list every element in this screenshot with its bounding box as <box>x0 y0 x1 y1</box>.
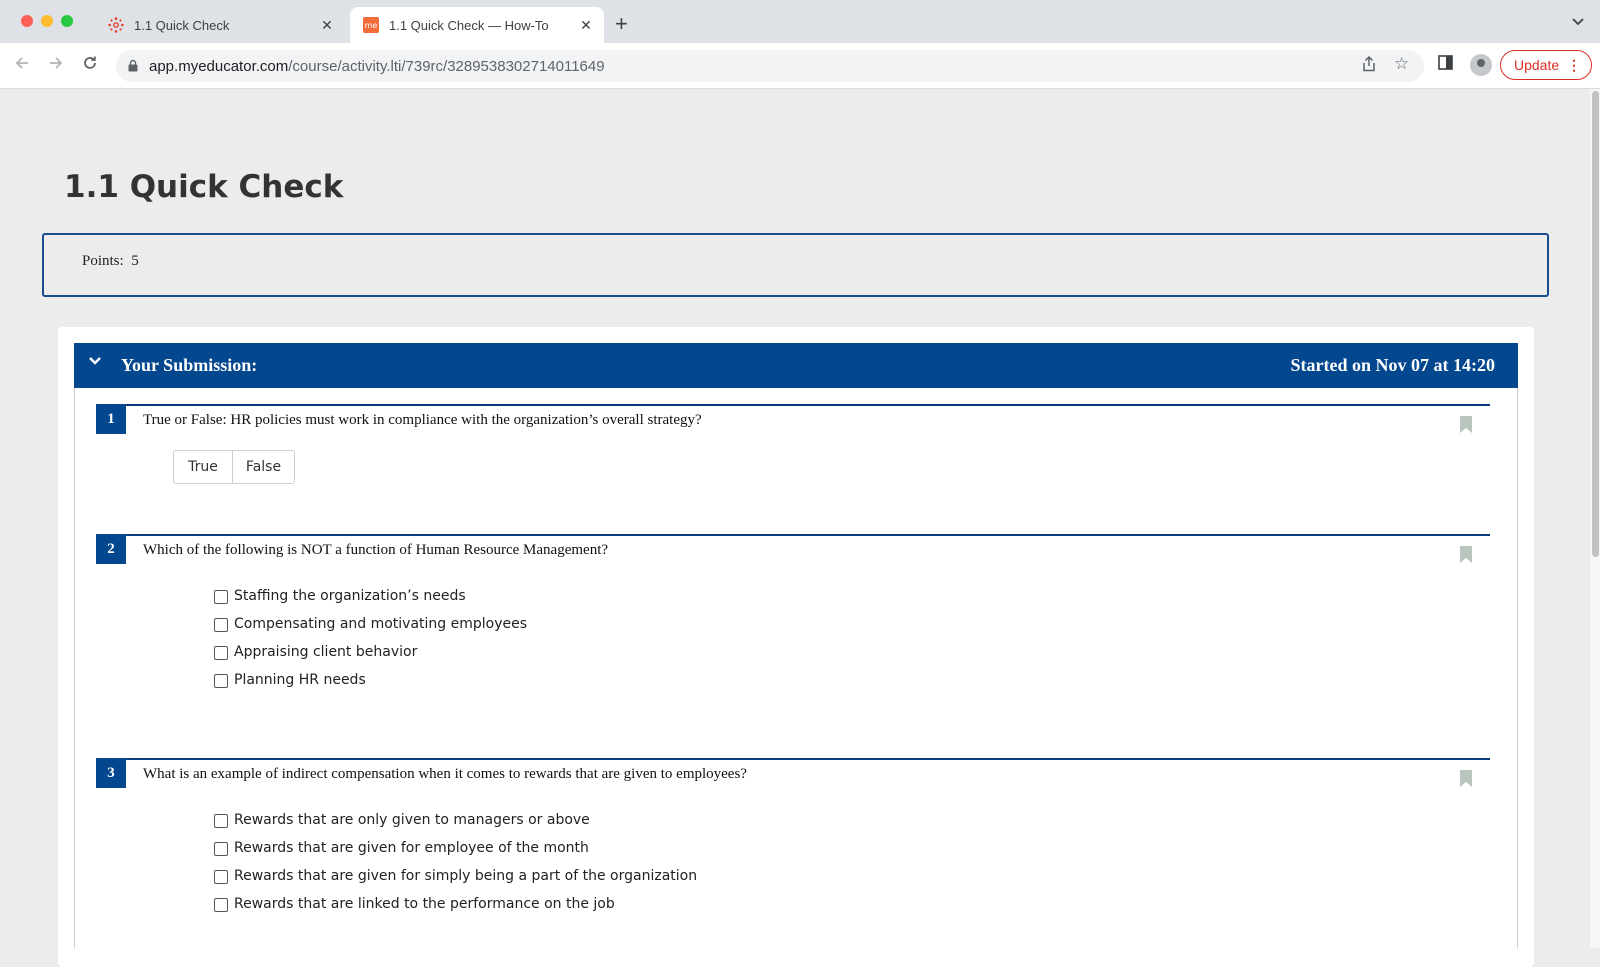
canvas-icon <box>108 17 124 33</box>
points-value: 5 <box>131 253 139 269</box>
back-arrow-icon[interactable] <box>11 55 33 76</box>
lock-icon <box>128 59 138 72</box>
checkbox[interactable] <box>214 842 228 856</box>
tab-bar <box>0 0 1600 43</box>
window-zoom-button[interactable] <box>61 15 73 27</box>
question-text: What is an example of indirect compensation when it comes to rewards that are given to employees? <box>143 766 747 782</box>
option-label[interactable]: Staffing the organization’s needs <box>234 588 466 604</box>
url-text <box>149 58 605 75</box>
bookmark-icon[interactable] <box>1460 416 1472 433</box>
page-title: 1.1 Quick Check <box>64 169 344 205</box>
chevron-down-icon[interactable] <box>1572 14 1584 29</box>
bookmark-star-icon[interactable]: ☆ <box>1394 54 1410 73</box>
option-label[interactable]: Rewards that are given for simply being a part of the organization <box>234 868 698 884</box>
option-label[interactable]: Appraising client behavior <box>234 644 418 660</box>
checkbox[interactable] <box>214 674 228 688</box>
bookmark-icon[interactable] <box>1460 770 1472 787</box>
option-label[interactable]: Planning HR needs <box>234 672 366 688</box>
question-text: True or False: HR policies must work in compliance with the organization’s overall strategy? <box>143 412 702 428</box>
url-host: app.myeducator.com <box>149 58 289 75</box>
question-number: 1 <box>96 404 126 434</box>
forward-arrow-icon[interactable] <box>45 55 67 76</box>
tab-title: 1.1 Quick Check <box>134 17 230 33</box>
page-content <box>0 89 1590 948</box>
option-label[interactable]: Rewards that are only given to managers or above <box>234 812 590 828</box>
question-number: 3 <box>96 758 126 788</box>
address-bar[interactable] <box>116 50 1424 82</box>
submission-header[interactable] <box>74 343 1518 388</box>
points-text <box>82 253 139 270</box>
browser-tab-quick-check[interactable] <box>95 7 345 43</box>
question-text: Which of the following is NOT a function of Human Resource Management? <box>143 542 609 558</box>
checkbox[interactable] <box>214 590 228 604</box>
more-menu-icon[interactable]: ⋮ <box>1567 57 1581 73</box>
side-panel-icon[interactable] <box>1438 55 1453 75</box>
false-button[interactable]: False <box>233 450 295 484</box>
true-button[interactable]: True <box>173 450 233 484</box>
url-path: /course/activity.lti/739rc/3289538302714011649 <box>288 58 605 75</box>
update-label: Update <box>1514 57 1560 73</box>
tab-title: 1.1 Quick Check — How-To <box>389 17 549 33</box>
option-label[interactable]: Compensating and motivating employees <box>234 616 528 632</box>
close-tab-icon[interactable]: ✕ <box>321 16 333 33</box>
myeducator-icon: me <box>363 17 379 33</box>
question-divider <box>96 758 1490 760</box>
checkbox[interactable] <box>214 646 228 660</box>
window-minimize-button[interactable] <box>41 15 53 27</box>
checkbox[interactable] <box>214 898 228 912</box>
true-false-group <box>173 450 295 484</box>
question-number: 2 <box>96 534 126 564</box>
chevron-down-icon[interactable] <box>88 354 102 368</box>
question-divider <box>96 534 1490 536</box>
new-tab-icon[interactable]: + <box>615 11 628 36</box>
points-box <box>42 233 1549 297</box>
share-icon[interactable] <box>1362 56 1376 76</box>
question-divider <box>96 404 1490 406</box>
profile-avatar-icon[interactable] <box>1470 54 1492 76</box>
checkbox[interactable] <box>214 618 228 632</box>
browser-toolbar <box>0 43 1600 89</box>
reload-icon[interactable] <box>79 55 101 76</box>
browser-tab-how-to[interactable] <box>350 7 604 43</box>
window-close-button[interactable] <box>21 15 33 27</box>
bookmark-icon[interactable] <box>1460 546 1472 563</box>
option-label[interactable]: Rewards that are given for employee of the month <box>234 840 589 856</box>
checkbox[interactable] <box>214 814 228 828</box>
submission-started: Started on Nov 07 at 14:20 <box>1290 355 1495 375</box>
scrollbar-thumb[interactable] <box>1592 91 1599 557</box>
checkbox[interactable] <box>214 870 228 884</box>
update-button[interactable] <box>1500 50 1592 80</box>
points-label: Points: <box>82 253 124 269</box>
close-tab-icon[interactable]: ✕ <box>580 16 592 33</box>
option-label[interactable]: Rewards that are linked to the performance on the job <box>234 896 615 912</box>
submission-title: Your Submission: <box>121 355 258 375</box>
